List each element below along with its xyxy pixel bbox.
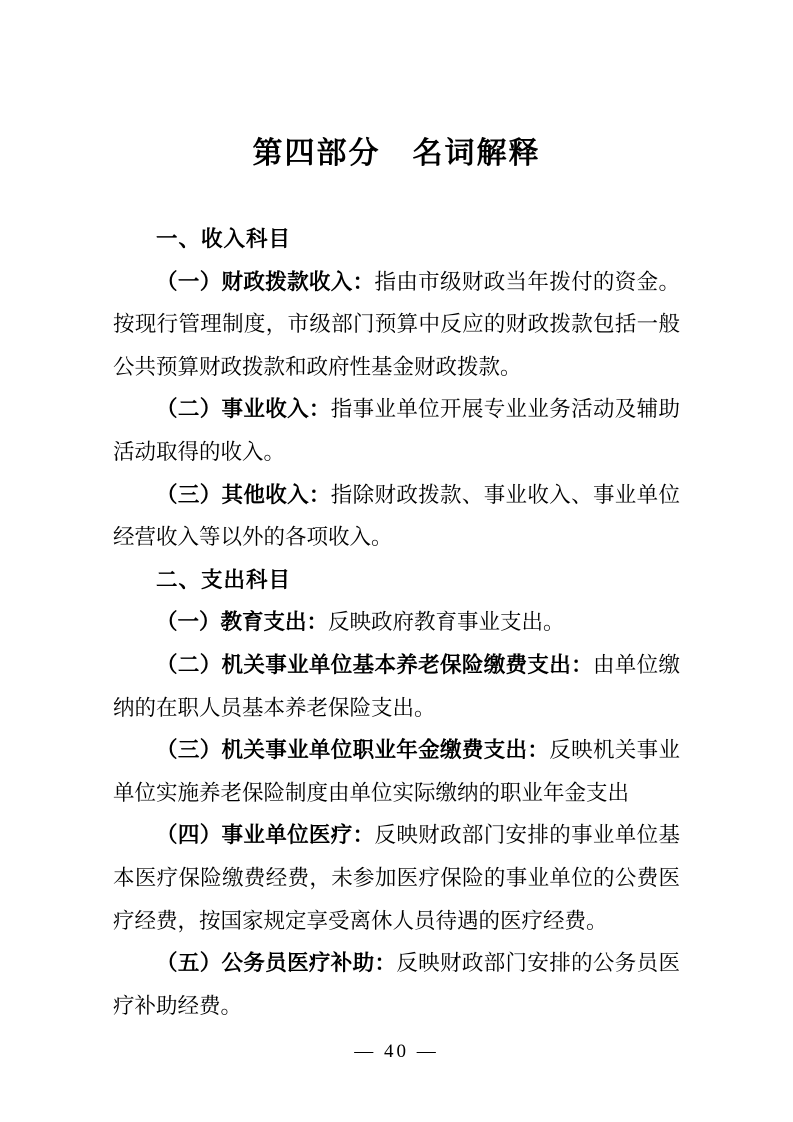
glossary-term: （三）其他收入： — [156, 482, 331, 507]
section-heading-expenditure: 二、支出科目 — [156, 567, 292, 592]
page-number: — 40 — — [354, 1041, 439, 1062]
glossary-item — [113, 261, 680, 389]
glossary-definition: 指除财政拨款、事业收入、事业单位经营收入等以外的各项收入。 — [113, 482, 680, 550]
glossary-item — [113, 601, 680, 644]
glossary-definition: 反映机关事业单位实施养老保险制度由单位实际缴纳的职业年金支出 — [113, 738, 680, 805]
glossary-definition: 由单位缴纳的在职人员基本养老保险支出。 — [113, 652, 680, 720]
section-heading-income: 一、收入科目 — [156, 227, 292, 251]
glossary-definition: 反映财政部门安排的事业单位基本医疗保险缴费经费，未参加医疗保险的事业单位的公费医疗经费，按国家规定享受离休人员待遇的医疗经费。 — [113, 823, 680, 933]
glossary-definition: 指事业单位开展专业业务活动及辅助活动取得的收入。 — [113, 397, 680, 464]
glossary-item — [113, 942, 680, 1027]
document-body — [113, 218, 680, 1027]
glossary-item — [113, 814, 680, 942]
glossary-term: （二）机关事业单位基本养老保险缴费支出： — [156, 652, 593, 677]
glossary-item — [113, 729, 680, 814]
glossary-item — [113, 474, 680, 559]
glossary-term: （二）事业收入： — [156, 397, 331, 422]
glossary-definition: 反映财政部门安排的公务员医疗补助经费。 — [113, 951, 680, 1018]
glossary-term: （四）事业单位医疗： — [156, 823, 375, 848]
glossary-definition: 指由市级财政当年拨付的资金。按现行管理制度，市级部门预算中反应的财政拨款包括一般公共预算财政拨款和政府性基金财政拨款。 — [113, 269, 680, 379]
glossary-item — [113, 644, 680, 729]
glossary-term: （三）机关事业单位职业年金缴费支出： — [156, 738, 550, 763]
glossary-definition: 反映政府教育事业支出。 — [328, 610, 565, 635]
glossary-term: （五）公务员医疗补助： — [156, 951, 397, 976]
glossary-term: （一）教育支出： — [156, 610, 329, 635]
glossary-term: （一）财政拨款收入： — [156, 269, 375, 294]
document-title: 第四部分 名词解释 — [252, 137, 541, 170]
glossary-item — [113, 388, 680, 473]
